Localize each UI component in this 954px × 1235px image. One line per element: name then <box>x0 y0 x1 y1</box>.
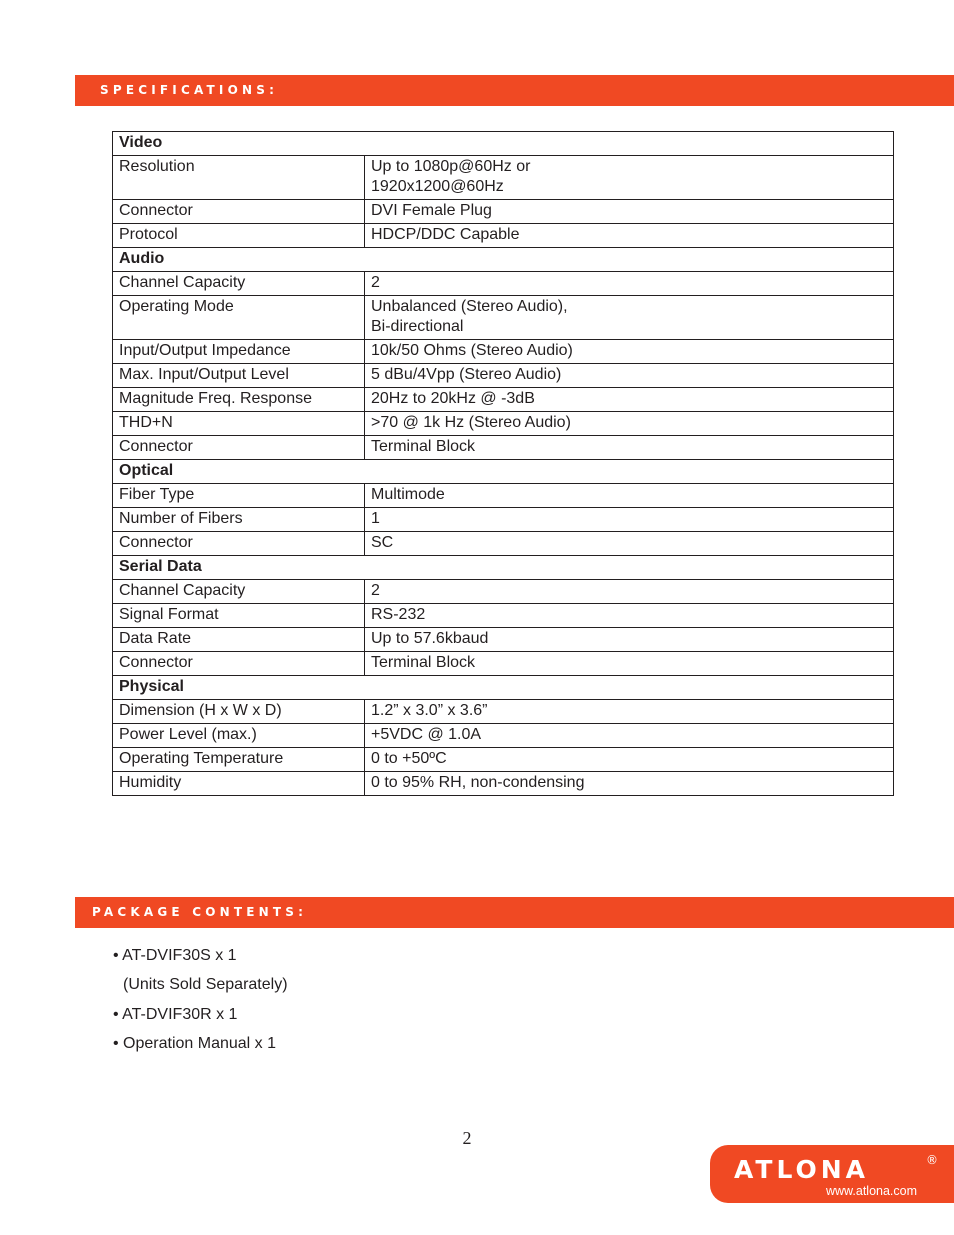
page-number: 2 <box>462 1128 472 1148</box>
package-contents-title: PACKAGE CONTENTS: <box>92 905 308 919</box>
spec-section-row <box>113 248 894 272</box>
spec-section-row <box>113 676 894 700</box>
spec-value: 2 <box>365 580 894 604</box>
spec-label: Operating Temperature <box>113 748 365 772</box>
logo-url: www.atlona.com <box>826 1184 918 1198</box>
spec-section-row <box>113 556 894 580</box>
package-item <box>113 1005 288 1025</box>
spec-row <box>113 484 894 508</box>
spec-value: +5VDC @ 1.0A <box>365 724 894 748</box>
spec-section-heading: Physical <box>113 676 894 700</box>
spec-row <box>113 200 894 224</box>
registered-mark: ® <box>926 1153 938 1167</box>
spec-row <box>113 628 894 652</box>
spec-value: Terminal Block <box>365 652 894 676</box>
spec-label: Channel Capacity <box>113 580 365 604</box>
spec-label: Connector <box>113 652 365 676</box>
spec-value: 1 <box>365 508 894 532</box>
spec-row <box>113 508 894 532</box>
spec-value: Unbalanced (Stereo Audio), Bi-directional <box>365 296 894 340</box>
spec-row <box>113 272 894 296</box>
spec-label: Operating Mode <box>113 296 365 340</box>
package-item-note: (Units Sold Separately) <box>123 976 288 993</box>
specifications-table <box>112 131 894 796</box>
spec-value: Terminal Block <box>365 436 894 460</box>
spec-value: SC <box>365 532 894 556</box>
spec-label: Fiber Type <box>113 484 365 508</box>
spec-row <box>113 604 894 628</box>
spec-value: Up to 57.6kbaud <box>365 628 894 652</box>
spec-value: 5 dBu/4Vpp (Stereo Audio) <box>365 364 894 388</box>
spec-value: DVI Female Plug <box>365 200 894 224</box>
spec-value: 10k/50 Ohms (Stereo Audio) <box>365 340 894 364</box>
spec-label: Humidity <box>113 772 365 796</box>
spec-row <box>113 340 894 364</box>
spec-section-heading: Video <box>113 132 894 156</box>
spec-value: 0 to +50ºC <box>365 748 894 772</box>
spec-value: HDCP/DDC Capable <box>365 224 894 248</box>
spec-row <box>113 296 894 340</box>
spec-label: Dimension (H x W x D) <box>113 700 365 724</box>
spec-row <box>113 436 894 460</box>
spec-value: Multimode <box>365 484 894 508</box>
spec-label: Input/Output Impedance <box>113 340 365 364</box>
spec-label: Protocol <box>113 224 365 248</box>
package-item <box>113 946 288 995</box>
spec-row <box>113 724 894 748</box>
spec-section-heading: Audio <box>113 248 894 272</box>
spec-value: >70 @ 1k Hz (Stereo Audio) <box>365 412 894 436</box>
spec-row <box>113 224 894 248</box>
specifications-banner <box>75 75 954 106</box>
spec-label: Data Rate <box>113 628 365 652</box>
spec-label: Power Level (max.) <box>113 724 365 748</box>
spec-label: Connector <box>113 532 365 556</box>
spec-label: Magnitude Freq. Response <box>113 388 365 412</box>
spec-label: Signal Format <box>113 604 365 628</box>
package-item-text: • AT-DVIF30S x 1 <box>113 947 237 964</box>
spec-value: RS-232 <box>365 604 894 628</box>
logo-wordmark: ATLONA <box>734 1155 870 1184</box>
spec-label: Connector <box>113 200 365 224</box>
atlona-logo <box>710 1145 954 1203</box>
spec-section-row <box>113 460 894 484</box>
spec-row <box>113 156 894 200</box>
spec-value: 20Hz to 20kHz @ -3dB <box>365 388 894 412</box>
spec-value: 1.2” x 3.0” x 3.6” <box>365 700 894 724</box>
spec-section-heading: Serial Data <box>113 556 894 580</box>
specifications-title: SPECIFICATIONS: <box>100 83 279 97</box>
package-item-text: • AT-DVIF30R x 1 <box>113 1005 238 1023</box>
spec-label: Connector <box>113 436 365 460</box>
spec-row <box>113 652 894 676</box>
spec-row <box>113 412 894 436</box>
spec-label: Resolution <box>113 156 365 200</box>
spec-label: THD+N <box>113 412 365 436</box>
spec-section-heading: Optical <box>113 460 894 484</box>
package-contents-banner <box>75 897 954 928</box>
spec-row <box>113 580 894 604</box>
spec-label: Max. Input/Output Level <box>113 364 365 388</box>
package-item-text: • Operation Manual x 1 <box>113 1035 277 1052</box>
package-contents-list <box>113 946 288 1064</box>
spec-value: 0 to 95% RH, non-condensing <box>365 772 894 796</box>
spec-row <box>113 748 894 772</box>
spec-value: Up to 1080p@60Hz or 1920x1200@60Hz <box>365 156 894 200</box>
spec-row <box>113 532 894 556</box>
spec-value: 2 <box>365 272 894 296</box>
spec-row <box>113 364 894 388</box>
package-item <box>113 1034 288 1054</box>
spec-label: Channel Capacity <box>113 272 365 296</box>
spec-row <box>113 388 894 412</box>
spec-label: Number of Fibers <box>113 508 365 532</box>
spec-row <box>113 700 894 724</box>
spec-section-row <box>113 132 894 156</box>
spec-row <box>113 772 894 796</box>
